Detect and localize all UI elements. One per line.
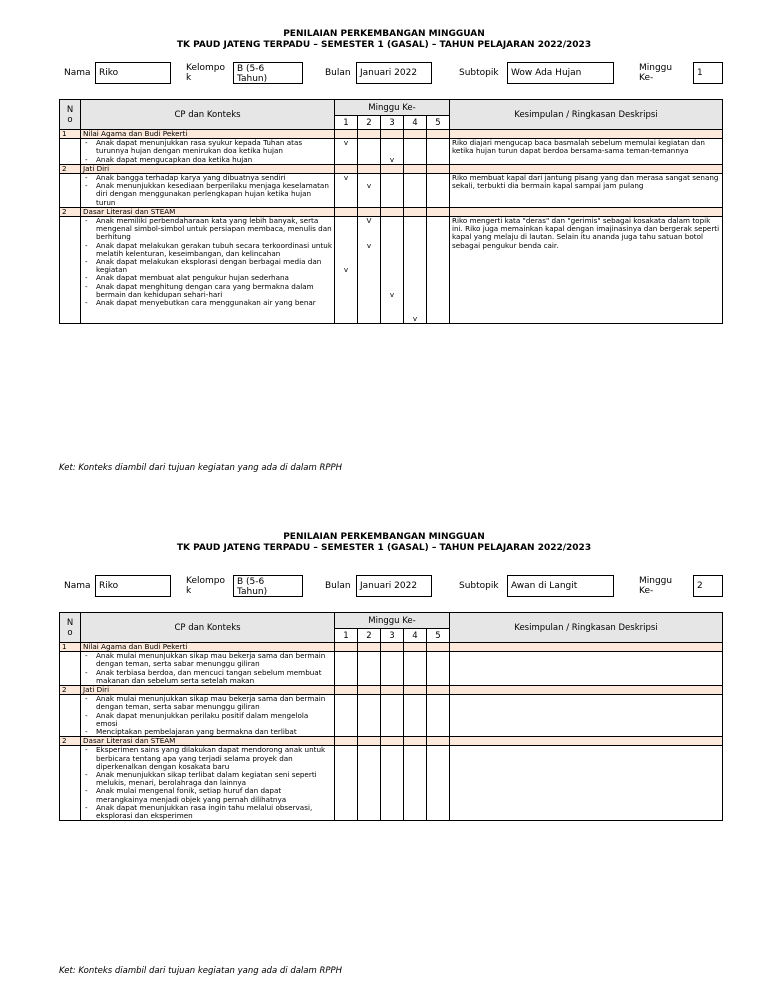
- cp-item: - Anak dapat melakukan gerakan tubuh secara terkoordinasi untuk melatih kelenturan, keseimbangan, dan kelincahan: [83, 242, 332, 258]
- kelompok-label: Kelompo k: [186, 576, 225, 596]
- week-3-cell[interactable]: [381, 746, 404, 821]
- week-3-cell[interactable]: [381, 139, 404, 165]
- week-1-header: 1: [335, 629, 358, 643]
- check-mark: v: [343, 265, 349, 275]
- week-4-cell[interactable]: [404, 746, 427, 821]
- cp-item: - Anak dapat melakukan eksplorasi dengan berbagai media dan kegiatan: [83, 258, 332, 274]
- section-content-row: [60, 174, 723, 208]
- kelompok-label: Kelompo k: [186, 63, 225, 83]
- cp-item: - Anak mulai menunjukkan sikap mau bekerja sama dan bermain dengan teman, serta sabar menunggu giliran: [83, 652, 332, 668]
- minggu-field[interactable]: 2: [693, 575, 723, 597]
- bulan-label: Bulan: [325, 68, 351, 78]
- bulan-field[interactable]: Januari 2022: [356, 575, 432, 597]
- week-4-cell[interactable]: [404, 217, 427, 324]
- week-2-cell[interactable]: [358, 174, 381, 208]
- week-4-cell[interactable]: [404, 695, 427, 737]
- week-5-cell[interactable]: [427, 746, 450, 821]
- section-number: 2: [60, 737, 81, 746]
- week-5-cell[interactable]: [427, 139, 450, 165]
- section-content-row: [60, 695, 723, 737]
- footnote: Ket: Konteks diambil dari tujuan kegiatan yang ada di dalam RPPH: [59, 966, 343, 976]
- check-mark: v: [412, 314, 418, 324]
- cp-item: - Anak dapat membuat alat pengukur hujan sederhana: [83, 274, 332, 282]
- cp-item: - Anak menunjukkan kesediaan berperilaku menjaga keselamatan diri dengan menggunakan perlengkapan hujan ketika hujan turun: [83, 182, 332, 207]
- cp-item: - Anak mulai mengenal fonik, setiap huruf dan dapat merangkainya menjadi objek yang pernah dilihatnya: [83, 787, 332, 803]
- section-content-row: [60, 217, 723, 324]
- kelompok-field[interactable]: B (5-6 Tahun): [233, 62, 303, 84]
- kesimpulan-cell[interactable]: [450, 746, 723, 821]
- subtopik-field[interactable]: Awan di Langit: [507, 575, 614, 597]
- check-mark: v: [343, 138, 349, 148]
- week-1-cell[interactable]: [335, 746, 358, 821]
- kesimpulan-cell[interactable]: Riko mengerti kata "deras" dan "gerimis" sebagai kosakata dalam topik ini. Riko juga memainkan kapal dengan imajinasinya dan bergerak seperti kapal yang melaju di lautan. Selain itu ananda juga tahu satuan botol sebagai pengukur benda cair.: [450, 217, 723, 324]
- subtopik-label: Subtopik: [459, 68, 499, 78]
- cp-item: - Anak dapat menunjukkan rasa syukur kepada Tuhan atas turunnya hujan dengan menirukan doa ketika hujan: [83, 139, 332, 155]
- week-3-header: 3: [381, 116, 404, 130]
- section-number: 2: [60, 164, 81, 173]
- nama-field[interactable]: Riko: [95, 62, 171, 84]
- section-name: Jati Diri: [81, 164, 335, 173]
- page-title: PENILAIAN PERKEMBANGAN MINGGUAN: [283, 532, 485, 542]
- minggu-field[interactable]: 1: [693, 62, 723, 84]
- check-mark: v: [366, 240, 372, 250]
- week-4-cell[interactable]: [404, 174, 427, 208]
- cp-item: - Anak dapat menghitung dengan cara yang bermakna dalam bermain dan kehidupan sehari-hari: [83, 283, 332, 299]
- assessment-table: [59, 99, 723, 324]
- no-header: N o: [60, 613, 81, 643]
- section-number: 1: [60, 130, 81, 139]
- week-5-header: 5: [427, 116, 450, 130]
- week-5-header: 5: [427, 629, 450, 643]
- check-mark: v: [389, 289, 395, 299]
- cp-item: - Anak terbiasa berdoa, dan mencuci tangan sebelum membuat makanan dan sebelum serta setelah makan: [83, 669, 332, 685]
- subtopik-label: Subtopik: [459, 581, 499, 591]
- cp-item: - Anak dapat menyebutkan cara menggunakan air yang benar: [83, 299, 332, 307]
- week-5-cell[interactable]: [427, 695, 450, 737]
- week-4-cell[interactable]: [404, 139, 427, 165]
- week-3-header: 3: [381, 629, 404, 643]
- no-header: N o: [60, 100, 81, 130]
- week-2-cell[interactable]: [358, 217, 381, 324]
- bulan-label: Bulan: [325, 581, 351, 591]
- minggu-header: Minggu Ke-: [335, 613, 450, 629]
- nama-label: Nama: [64, 581, 91, 591]
- cp-item: - Anak memiliki perbendaharaan kata yang lebih banyak, serta mengenal simbol-simbol untuk persiapan membaca, menulis dan berhitung: [83, 217, 332, 242]
- cp-item: - Menciptakan pembelajaran yang bermakna dan terlibat: [83, 728, 332, 736]
- week-4-header: 4: [404, 116, 427, 130]
- cp-item: - Anak bangga terhadap karya yang dibuatnya sendiri: [83, 174, 332, 182]
- week-1-cell[interactable]: [335, 695, 358, 737]
- section-number: 1: [60, 643, 81, 652]
- kesimpulan-cell[interactable]: Riko diajari mengucap baca basmalah sebelum memulai kegiatan dan ketika hujan turun dapat berdoa bersama-sama teman-temannya: [450, 139, 723, 165]
- minggu-header: Minggu Ke-: [335, 100, 450, 116]
- section-name: Dasar Literasi dan STEAM: [81, 737, 335, 746]
- cp-konteks-header: CP dan Konteks: [81, 613, 335, 643]
- week-3-cell[interactable]: [381, 217, 404, 324]
- cp-item: - Eksperimen sains yang dilakukan dapat mendorong anak untuk berbicara tentang apa yang terjadi selama proyek dan diperkenalkan dengan kosakata baru: [83, 746, 332, 771]
- footnote: Ket: Konteks diambil dari tujuan kegiatan yang ada di dalam RPPH: [59, 463, 343, 473]
- week-1-cell[interactable]: [335, 217, 358, 324]
- section-number: 2: [60, 207, 81, 216]
- week-5-cell[interactable]: [427, 652, 450, 686]
- week-2-cell[interactable]: [358, 746, 381, 821]
- cp-item: - Anak menunjukkan sikap terlibat dalam kegiatan seni seperti melukis, menari, berolahraga dan lainnya: [83, 771, 332, 787]
- section-name: Nilai Agama dan Budi Pekerti: [81, 643, 335, 652]
- kesimpulan-cell[interactable]: Riko membuat kapal dari jantung pisang yang dan merasa sangat senang sekali, terbukti dia bermain kapal sampai jam pulang: [450, 174, 723, 208]
- section-content-row: [60, 139, 723, 165]
- section-name: Dasar Literasi dan STEAM: [81, 207, 335, 216]
- page-subtitle: TK PAUD JATENG TERPADU – SEMESTER 1 (GASAL) – TAHUN PELAJARAN 2022/2023: [176, 40, 592, 50]
- section-content-row: [60, 746, 723, 821]
- assessment-table: [59, 612, 723, 821]
- cp-item: - Anak mulai menunjukkan sikap mau bekerja sama dan bermain dengan teman, serta sabar menunggu giliran: [83, 695, 332, 711]
- page-subtitle: TK PAUD JATENG TERPADU – SEMESTER 1 (GASAL) – TAHUN PELAJARAN 2022/2023: [176, 543, 592, 553]
- kesimpulan-cell[interactable]: [450, 652, 723, 686]
- week-1-cell[interactable]: [335, 652, 358, 686]
- section-content-row: [60, 652, 723, 686]
- kelompok-field[interactable]: B (5-6 Tahun): [233, 575, 303, 597]
- subtopik-field[interactable]: Wow Ada Hujan: [507, 62, 614, 84]
- cp-item: - Anak dapat mengucapkan doa ketika hujan: [83, 156, 332, 164]
- week-1-header: 1: [335, 116, 358, 130]
- week-5-cell[interactable]: [427, 174, 450, 208]
- week-3-cell[interactable]: [381, 695, 404, 737]
- check-mark: v: [389, 154, 395, 164]
- section-name: Nilai Agama dan Budi Pekerti: [81, 130, 335, 139]
- check-mark: V: [366, 216, 372, 226]
- nama-label: Nama: [64, 68, 91, 78]
- week-4-header: 4: [404, 629, 427, 643]
- minggu-label: Minggu Ke-: [639, 576, 673, 596]
- week-2-header: 2: [358, 116, 381, 130]
- cp-item: - Anak dapat menunjukkan perilaku positif dalam mengelola emosi: [83, 712, 332, 728]
- week-5-cell[interactable]: [427, 217, 450, 324]
- week-4-cell[interactable]: [404, 652, 427, 686]
- check-mark: v: [366, 181, 372, 191]
- cp-konteks-header: CP dan Konteks: [81, 100, 335, 130]
- check-mark: v: [343, 173, 349, 183]
- minggu-label: Minggu Ke-: [639, 63, 673, 83]
- week-3-cell[interactable]: [381, 652, 404, 686]
- cp-item: - Anak dapat menunjukkan rasa ingin tahu melalui observasi, eksplorasi dan eksperimen: [83, 804, 332, 820]
- page-title: PENILAIAN PERKEMBANGAN MINGGUAN: [283, 29, 485, 39]
- kesimpulan-header: Kesimpulan / Ringkasan Deskripsi: [450, 613, 723, 643]
- week-2-cell[interactable]: [358, 139, 381, 165]
- bulan-field[interactable]: Januari 2022: [356, 62, 432, 84]
- week-1-cell[interactable]: [335, 139, 358, 165]
- week-2-header: 2: [358, 629, 381, 643]
- week-2-cell[interactable]: [358, 652, 381, 686]
- kesimpulan-header: Kesimpulan / Ringkasan Deskripsi: [450, 100, 723, 130]
- week-3-cell[interactable]: [381, 174, 404, 208]
- week-2-cell[interactable]: [358, 695, 381, 737]
- nama-field[interactable]: Riko: [95, 575, 171, 597]
- week-1-cell[interactable]: [335, 174, 358, 208]
- kesimpulan-cell[interactable]: [450, 695, 723, 737]
- section-number: 2: [60, 686, 81, 695]
- section-name: Jati Diri: [81, 686, 335, 695]
